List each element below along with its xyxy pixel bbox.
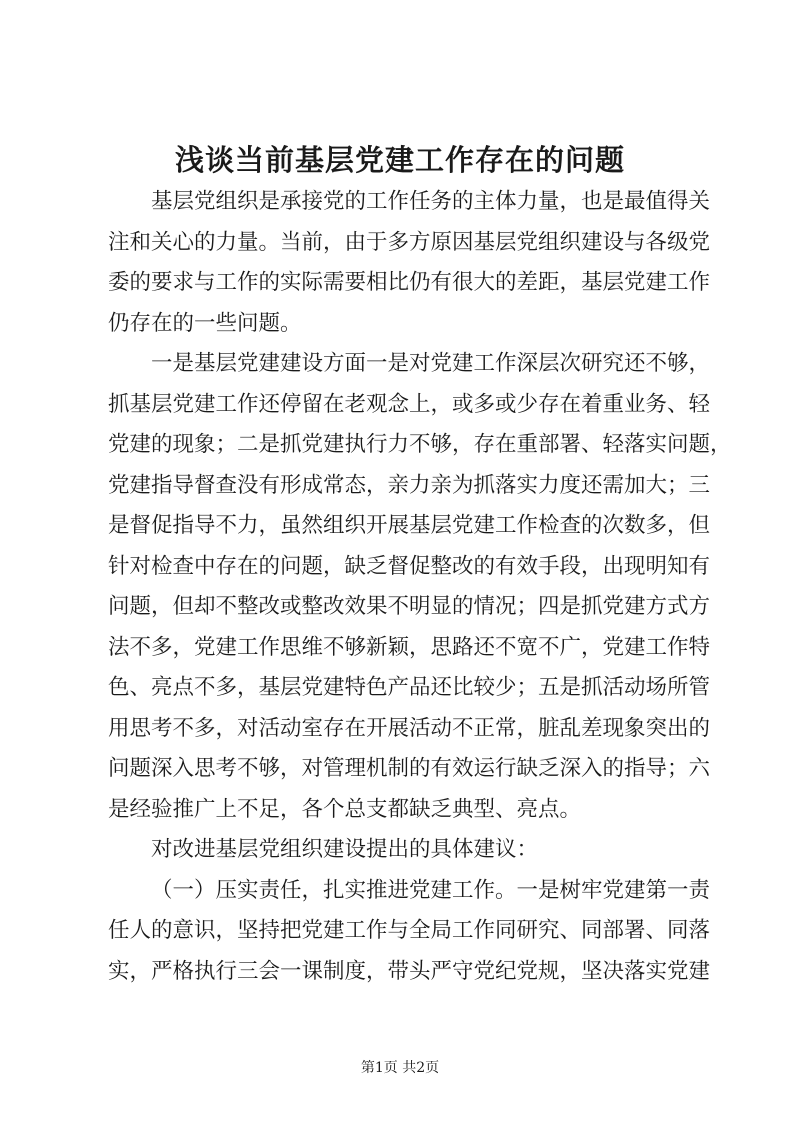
text-line: 是经验推广上不足，各个总支都缺乏典型、亮点。 [108, 796, 582, 822]
text-line: 委的要求与工作的实际需要相比仍有很大的差距，基层党建工作 [108, 270, 711, 295]
text-line: 用思考不多，对活动室存在开展活动不正常，脏乱差现象突出的 [108, 715, 711, 741]
paragraph [108, 182, 711, 344]
text-line: 任人的意识，坚持把党建工作与全局工作同研究、同部署、同落 [108, 918, 711, 943]
text-line: 一是基层党建建设方面一是对党建工作深层次研究还不够， [151, 351, 711, 376]
text-line: 是督促指导不力，虽然组织开展基层党建工作检查的次数多，但 [108, 513, 711, 538]
text-line: 色、亮点不多，基层党建特色产品还比较少；五是抓活动场所管 [108, 675, 711, 700]
document-body [108, 182, 732, 992]
text-line: 法不多，党建工作思维不够新颖，思路还不宽不广，党建工作特 [108, 634, 711, 660]
paragraph [108, 830, 708, 871]
text-line: 实，严格执行三会一课制度，带头严守党纪党规，坚决落实党建 [108, 958, 711, 984]
text-line: 问题，但却不整改或整改效果不明显的情况；四是抓党建方式方 [108, 594, 711, 619]
text-line: 党建指导督查没有形成常态，亲力亲为抓落实力度还需加大；三 [108, 472, 711, 498]
text-line: 党建的现象；二是抓党建执行力不够，存在重部署、轻落实问题， [108, 432, 732, 457]
text-line: 基层党组织是承接党的工作任务的主体力量，也是最值得关 [151, 189, 711, 214]
text-line: 仍存在的一些问题。 [108, 310, 302, 336]
text-line: 问题深入思考不够，对管理机制的有效运行缺乏深入的指导；六 [108, 756, 711, 781]
page-footer: 第1页 共2页 [360, 1060, 440, 1076]
text-line: 抓基层党建工作还停留在老观念上，或多或少存在着重业务、轻 [108, 391, 711, 417]
text-line: 对改进基层党组织建设提出的具体建议： [151, 837, 539, 862]
text-line: （一）压实责任，扎实推进党建工作。一是树牢党建第一责 [151, 877, 711, 903]
paragraph [108, 871, 711, 993]
document-title: 浅谈当前基层党建工作存在的问题 [174, 143, 625, 177]
text-line: 注和关心的力量。当前，由于多方原因基层党组织建设与各级党 [108, 229, 711, 255]
text-line: 针对检查中存在的问题，缺乏督促整改的有效手段，出现明知有 [108, 553, 711, 579]
paragraph [108, 344, 732, 830]
